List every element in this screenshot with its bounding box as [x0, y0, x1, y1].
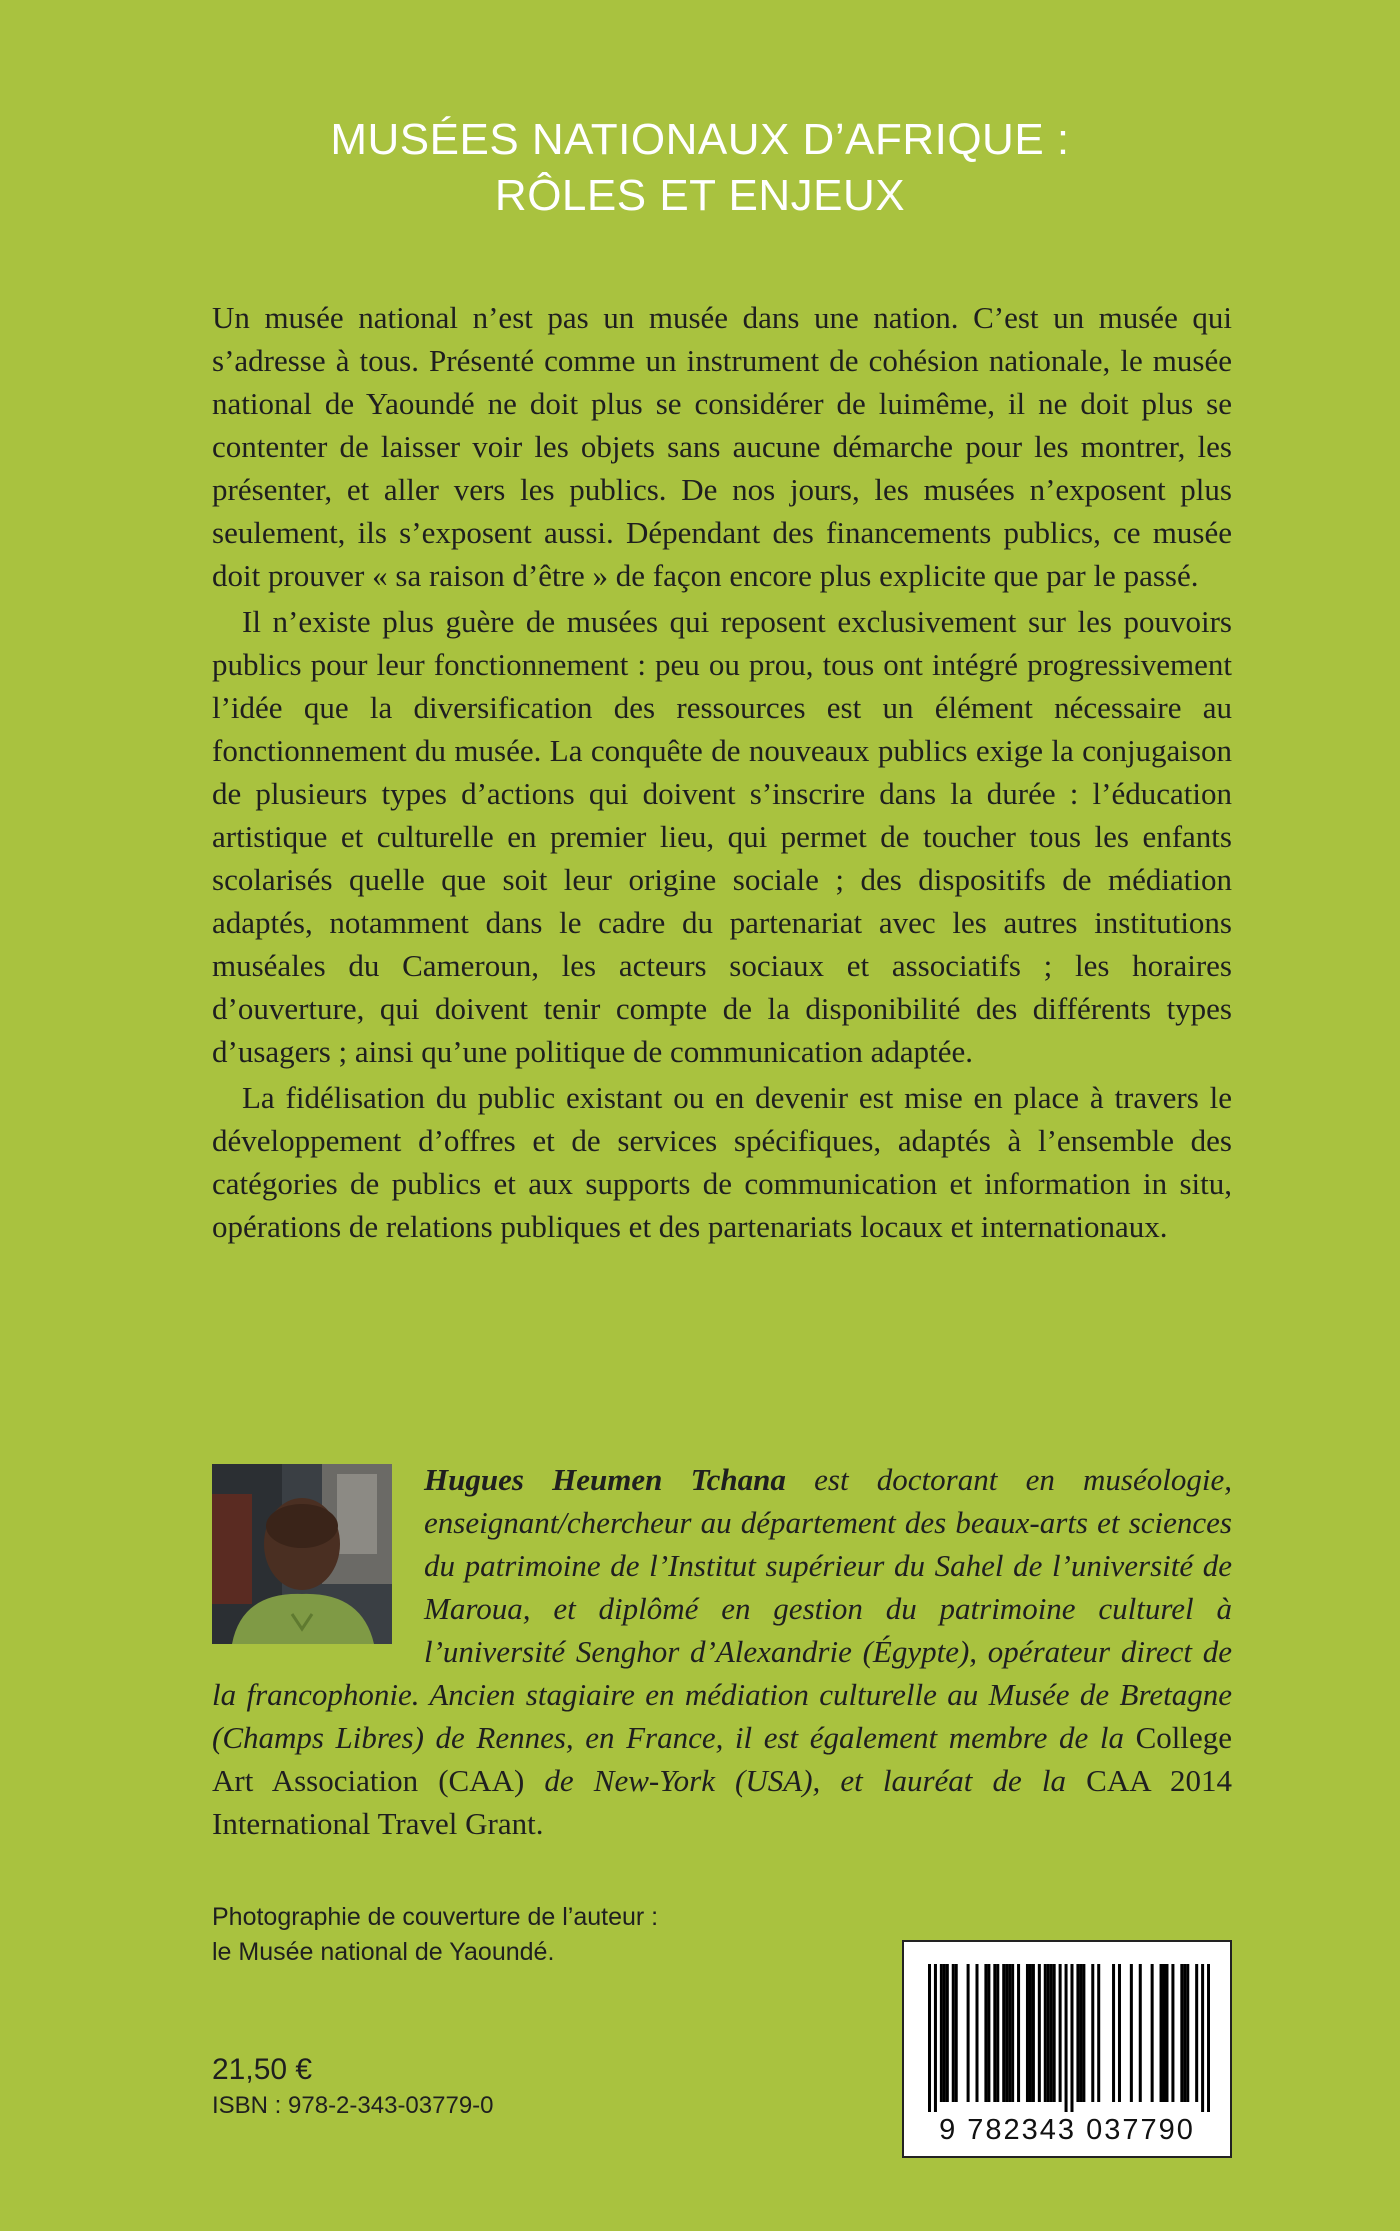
barcode-bar	[940, 1964, 943, 2102]
title-line-1: MUSÉES NATIONAUX D’AFRIQUE :	[330, 115, 1070, 164]
photo-credit-line-1: Photographie de couverture de l’auteur :	[212, 1903, 659, 1931]
barcode-bar	[946, 1964, 949, 2102]
barcode-bar	[1005, 1964, 1008, 2102]
bio-grant: CAA 2014 International Travel Grant.	[212, 1763, 1232, 1841]
barcode-bar	[1201, 1964, 1204, 2112]
barcode-bar	[1151, 1964, 1154, 2102]
barcode-bar	[993, 1964, 996, 2102]
blurb-paragraph-2: Il n’existe plus guère de musées qui reposent exclusivement sur les pouvoirs publics pour leur fonctionnement : peu ou prou, tous ont intégré progressivement l’idée que la diversification des ressources est un élément nécessaire au fonctionnement du musée. La conquête de nouveaux publics exige la conjugaison de plusieurs types d’actions qui doivent s’inscrire dans la durée : l’éducation artistique et culturelle en premier lieu, qui permet de toucher tous les enfants scolarisés quelle que soit leur origine sociale ; des dispositifs de médiation adaptés, notamment dans le cadre du partenariat avec les autres institutions muséales du Cameroun, les acteurs sociaux et associatifs ; les horaires d’ouverture, qui doivent tenir compte de la disponibilité des différents types d’usagers ; ainsi qu’une politique de communication adaptée.	[212, 604, 1232, 1069]
blurb-paragraph-3: La fidélisation du public existant ou en devenir est mise en place à travers le développement d’offres et de services spécifiques, adaptés à l’ensemble des catégories de publics et aux supports de communication et information in situ, opérations de relations publiques et des partenariats locaux et internationaux.	[212, 1080, 1232, 1244]
price: 21,50 €	[212, 2053, 313, 2086]
barcode-bar	[1160, 1964, 1163, 2102]
isbn: ISBN : 978-2-343-03779-0	[212, 2092, 494, 2119]
barcode-bar	[1026, 1964, 1029, 2102]
barcode-bar	[1059, 1964, 1062, 2102]
barcode-bar	[955, 1964, 958, 2102]
barcode-bar	[1163, 1964, 1166, 2102]
photo-spacer	[212, 1458, 424, 1670]
barcode-digits: 9 782343 037790	[939, 2114, 1195, 2146]
barcode-bar	[952, 1964, 955, 2102]
barcode-bar	[1195, 1964, 1198, 2102]
barcode-bar	[984, 1964, 987, 2102]
barcode-bar	[1032, 1964, 1035, 2102]
barcode-bar	[1070, 1964, 1073, 2112]
blurb	[212, 296, 1232, 1248]
barcode-bar	[1097, 1964, 1100, 2102]
barcode-bar	[1008, 1964, 1011, 2102]
barcode-bar	[1139, 1964, 1142, 2102]
barcode-bar	[943, 1964, 946, 2102]
barcode-bar	[1011, 1964, 1014, 2102]
photo-credit-line-2: le Musée national de Yaoundé.	[212, 1938, 555, 1966]
barcode-bar	[1065, 1964, 1068, 2112]
barcode-bar	[1044, 1964, 1047, 2102]
barcode-bar	[1130, 1964, 1133, 2102]
barcode-bar	[1017, 1964, 1020, 2102]
book-title	[0, 112, 1400, 224]
barcode-bar	[1180, 1964, 1183, 2102]
bio-org: College Art Association (CAA)	[212, 1720, 1232, 1798]
blurb-paragraph-1: Un musée national n’est pas un musée dans une nation. C’est un musée qui s’adresse à tous. Présenté comme un instrument de cohésion nationale, le musée national de Yaoundé ne doit plus se considérer de luimême, il ne doit plus se contenter de laisser voir les objets sans aucune démarche pour les montrer, les présenter, et aller vers les publics. De nos jours, les musées n’exposent plus seulement, ils s’exposent aussi. Dépendant des financements publics, ce musée doit prouver « sa raison d’être » de façon encore plus explicite que par le passé.	[212, 300, 1232, 593]
barcode-bar	[967, 1964, 970, 2102]
barcode-bar	[1207, 1964, 1210, 2112]
title-line-2: RÔLES ET ENJEUX	[494, 171, 906, 220]
author-name: Hugues Heumen Tchana	[424, 1462, 786, 1497]
barcode-bar	[928, 1964, 931, 2112]
barcode-bar	[987, 1964, 990, 2102]
barcode-bar	[1118, 1964, 1121, 2102]
barcode-bar	[1165, 1964, 1168, 2102]
bio-text-2: de New-York (USA), et lauréat de la	[524, 1763, 1087, 1798]
barcode-bar	[1091, 1964, 1094, 2102]
barcode-bars	[928, 1964, 1210, 2112]
barcode-bar	[1053, 1964, 1056, 2102]
bio-text-1: est doctorant en muséologie, enseignant/chercheur au département des beaux-arts et sciences du patrimoine de l’Institut supérieur du Sahel de l’université de Maroua, et diplômé en gestion du patrimoine culturel à l’université Senghor d’Alexandrie (Égypte), opérateur direct de la francophonie. Ancien stagiaire en médiation culturelle au Musée de Bretagne (Champs Libres) de Rennes, en France, il est également membre de la	[212, 1462, 1232, 1755]
barcode-bar	[975, 1964, 978, 2102]
barcode-bar	[1050, 1964, 1053, 2102]
photo-credit	[212, 1900, 658, 1970]
barcode-bar	[1183, 1964, 1186, 2102]
barcode	[902, 1940, 1232, 2158]
barcode-bar	[1002, 1964, 1005, 2102]
barcode-bar	[934, 1964, 937, 2112]
barcode-bar	[996, 1964, 999, 2102]
barcode-bar	[1112, 1964, 1115, 2102]
barcode-bar	[1076, 1964, 1079, 2102]
barcode-bar	[1038, 1964, 1041, 2102]
barcode-bar	[1171, 1964, 1174, 2102]
barcode-bar	[1079, 1964, 1082, 2102]
barcode-bar	[1186, 1964, 1189, 2102]
author-bio	[212, 1458, 1232, 1845]
barcode-bar	[1082, 1964, 1085, 2102]
barcode-bar	[1029, 1964, 1032, 2102]
barcode-bar	[1047, 1964, 1050, 2102]
